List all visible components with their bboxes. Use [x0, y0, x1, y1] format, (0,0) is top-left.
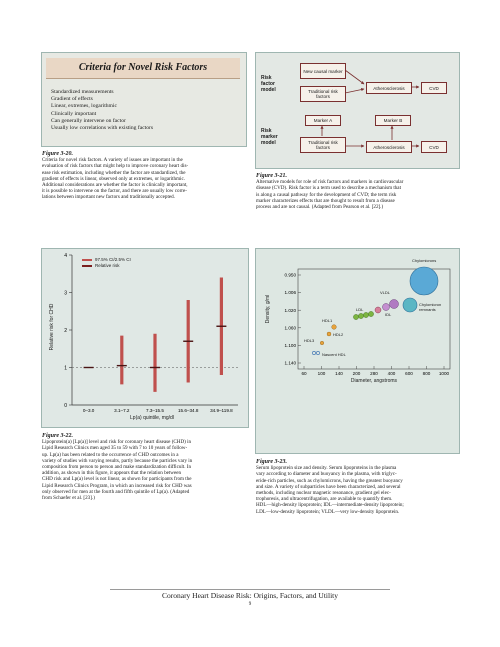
fig21-caption	[256, 173, 468, 210]
fig22-legend	[82, 257, 131, 269]
fig22-caption	[42, 433, 252, 501]
ci-bar	[120, 336, 123, 385]
fig22-chart	[42, 249, 248, 427]
caption-line: Serum lipoprotein size and density. Serum lipoproteins in the plasma	[256, 465, 397, 472]
y-tick-label: 0	[64, 402, 67, 409]
fig21-caption-head: Figure 3-21.	[256, 173, 288, 179]
idl-particle-2	[375, 307, 381, 313]
page-number: 9	[248, 602, 252, 607]
fig23-caption-head: Figure 3-23.	[256, 459, 288, 465]
caption-line: evaluation of risk factors that might help to improve coronary heart dis-	[42, 163, 189, 170]
fig20-panel	[41, 52, 247, 147]
caption-line: from Schaefer et al. [23].)	[42, 495, 95, 502]
caption-line: addition, as shown in this figure, it appears that the relation between	[42, 470, 182, 477]
caption-line: variety of studies with varying results, partly because the particles vary in	[42, 457, 193, 464]
fig23-chart	[256, 249, 459, 453]
label-hdl1: HDL1	[322, 318, 333, 323]
chylomicron-remnant-particle	[403, 298, 417, 312]
caption-line: methods, including nuclear magnetic resonance, gradient gel elec-	[256, 490, 391, 497]
footer-rule	[110, 589, 390, 590]
fig23-ylabel: Density, g/ml	[265, 294, 271, 324]
fig23-xlabel: Diameter, angstroms	[350, 378, 398, 384]
caption-line: up. Lp(a) has been related to the occurrence of CHD outcomes in a	[42, 451, 179, 458]
x-tick-label: 7.3–15.5	[146, 408, 164, 413]
x-tick-label: 200	[352, 371, 361, 376]
fig20-item: Clinically important	[51, 110, 97, 117]
y-tick-label: 4	[64, 252, 67, 259]
fig20-title-bar	[46, 58, 240, 79]
cvd-box-1: CVD	[421, 82, 447, 94]
x-tick-label: 400	[387, 371, 396, 376]
label-hdl2: HDL2	[333, 332, 344, 337]
caption-line: vary according to diameter and buoyancy in the plasma, with triglyc-	[256, 471, 397, 478]
label-chylomicrons: Chylomicrons	[412, 258, 437, 263]
x-tick-label: 0–3.0	[82, 408, 95, 413]
y-tick-label: 3	[64, 290, 67, 297]
label-nascent-hdl: Nascent HDL	[322, 352, 346, 357]
fig22-caption-head: Figure 3-22.	[42, 433, 74, 439]
legend-ci-label: 97.5% CI/2.5% CI	[95, 257, 131, 262]
y-tick-label: 1.100	[284, 343, 296, 348]
fig22-ylabel: Relative risk for CHD	[49, 303, 55, 351]
fig20-item: Gradient of effects	[51, 96, 93, 103]
fig23-panel	[255, 248, 460, 454]
x-tick-label: 3.1–7.2	[114, 408, 130, 413]
x-tick-label: 15.6–34.8	[177, 408, 199, 413]
label-chylomicron-remnants: Chylomicron remnants	[419, 302, 442, 312]
caption-line: gradient of effects is linear, observed only at extremes, or logarithmic.	[42, 175, 185, 182]
y-tick-label: 1	[64, 365, 67, 372]
label-hdl3: HDL3	[304, 338, 315, 343]
ci-bar	[153, 334, 156, 392]
caption-line: ease risk estimation, including whether the factor are standardized, the	[42, 169, 186, 176]
x-tick-label: 34.9–119.8	[210, 408, 233, 413]
idl-particle	[383, 304, 390, 311]
label-vldl: VLDL	[380, 290, 391, 295]
caption-line: composition from person to person and make standardization difficult. In	[42, 464, 192, 471]
caption-line: lations between important new factors and traditionally accepted.	[42, 194, 175, 201]
atherosclerosis-box-2: Atherosclerosis	[366, 141, 412, 153]
caption-line: trophoresis, and ultracentrifugation, are available to quantify them.	[256, 496, 393, 503]
caption-line: process and are not causal. (Adapted from Pearson et al. [22].)	[256, 204, 384, 211]
caption-line: disease (CVD). Risk factor is a term used to describe a mechanism that	[256, 185, 401, 192]
y-tick-label: 1.006	[284, 290, 296, 296]
caption-line: is along a causal pathway for the development of CVD; the term risk	[256, 191, 397, 198]
x-tick-label: 280	[370, 371, 378, 376]
legend-rr-label: Relative risk	[95, 263, 120, 268]
x-tick-label: 100	[317, 371, 326, 376]
fig20-title: Criteria for Novel Risk Factors	[78, 62, 208, 73]
risk-factor-model-label: Risk factor model	[261, 75, 276, 93]
nascent-hdl	[312, 351, 319, 354]
fig20-item: Can generally intervene on factor	[51, 117, 126, 124]
caption-line: it is possible to intervene on the factor, and there are usually low corre-	[42, 188, 187, 195]
caption-line: Lipid Research Clinics men aged 35 to 59 with 7 to 10 years of follow-	[42, 445, 188, 452]
caption-line: LDL—low-density lipoprotein; VLDL—very low-density lipoprotein.	[256, 508, 400, 515]
marker-a-box: Marker A	[305, 115, 341, 126]
fig20-item: Standardized measurements	[51, 89, 114, 95]
fig20-list	[51, 89, 153, 132]
caption-line: Alternative models for role of risk factors and markers in cardiovascular	[256, 179, 404, 186]
caption-line: and size. A variety of subparticles have been characterized, and several	[256, 483, 401, 490]
label-ldl: LDL	[356, 307, 364, 312]
cvd-box-2: CVD	[421, 141, 447, 153]
x-tick-label: 140	[335, 371, 343, 376]
footer-title: Coronary Heart Disease Risk: Origins, Factors, and Utility	[161, 591, 338, 600]
atherosclerosis-box-1: Atherosclerosis	[366, 82, 412, 94]
x-tick-label: 600	[405, 371, 413, 376]
caption-line: marker characterizes effects that are thought to result from a disease	[256, 197, 395, 204]
caption-line: Additional considerations are whether the factor is clinically important,	[42, 182, 188, 189]
fig20-caption-head: Figure 3-20.	[42, 151, 74, 157]
x-tick-label: 800	[422, 371, 431, 376]
caption-line: Criteria for novel risk factors. A variety of issues are important in the	[42, 157, 183, 164]
new-causal-marker-box: New causal marker	[300, 63, 346, 79]
x-tick-label: 1000	[438, 371, 450, 376]
caption-line: only observed for men at the fourth and fifth quintile of Lp(a). (Adapted	[42, 488, 190, 495]
fig22-panel	[41, 248, 249, 428]
ldl-particles	[353, 311, 373, 319]
fig21-panel	[255, 52, 460, 169]
y-tick-label: 2	[64, 327, 67, 334]
caption-line: Lipoprotein(a) [Lp(a)] level and risk for coronary heart disease (CHD) in	[42, 439, 192, 446]
y-tick-label: 1.140	[284, 360, 296, 366]
marker-b-box: Marker B	[375, 115, 411, 126]
vldl-particle	[390, 300, 399, 309]
y-tick-label: 1.020	[284, 307, 296, 313]
risk-marker-model-label: Risk marker model	[261, 128, 278, 146]
label-idl: IDL	[385, 312, 392, 317]
fig22-xlabel: Lp(a) quintile, mg/dl	[130, 415, 174, 421]
caption-line: CHD risk and Lp(a) level is not linear, as shown for participants from the	[42, 476, 192, 483]
caption-line: Lipid Research Clinics Program, in which an increased risk for CHD was	[42, 482, 192, 489]
fig21-arrows	[256, 53, 459, 168]
legend-rr	[82, 263, 131, 269]
caption-line: eride-rich particles, such as chylomicrons, having the greatest buoyancy	[256, 477, 403, 484]
traditional-risk-box-1: Traditional risk factors	[300, 86, 346, 102]
caption-line: HDL—high-density lipoprotein; IDL—intermediate-density lipoprotein;	[256, 502, 404, 509]
chylomicron-particle	[410, 267, 438, 295]
y-tick-label: 0.950	[284, 272, 296, 278]
x-tick-label: 60	[301, 371, 307, 376]
fig20-caption	[42, 151, 252, 201]
fig20-item: Usually low correlations with existing factors	[51, 125, 154, 132]
traditional-risk-box-2: Traditional risk factors	[300, 137, 346, 153]
fig20-item: Linear, extremes, logarithmic	[51, 103, 117, 110]
y-tick-label: 1.060	[284, 325, 296, 331]
fig23-caption	[256, 459, 468, 515]
